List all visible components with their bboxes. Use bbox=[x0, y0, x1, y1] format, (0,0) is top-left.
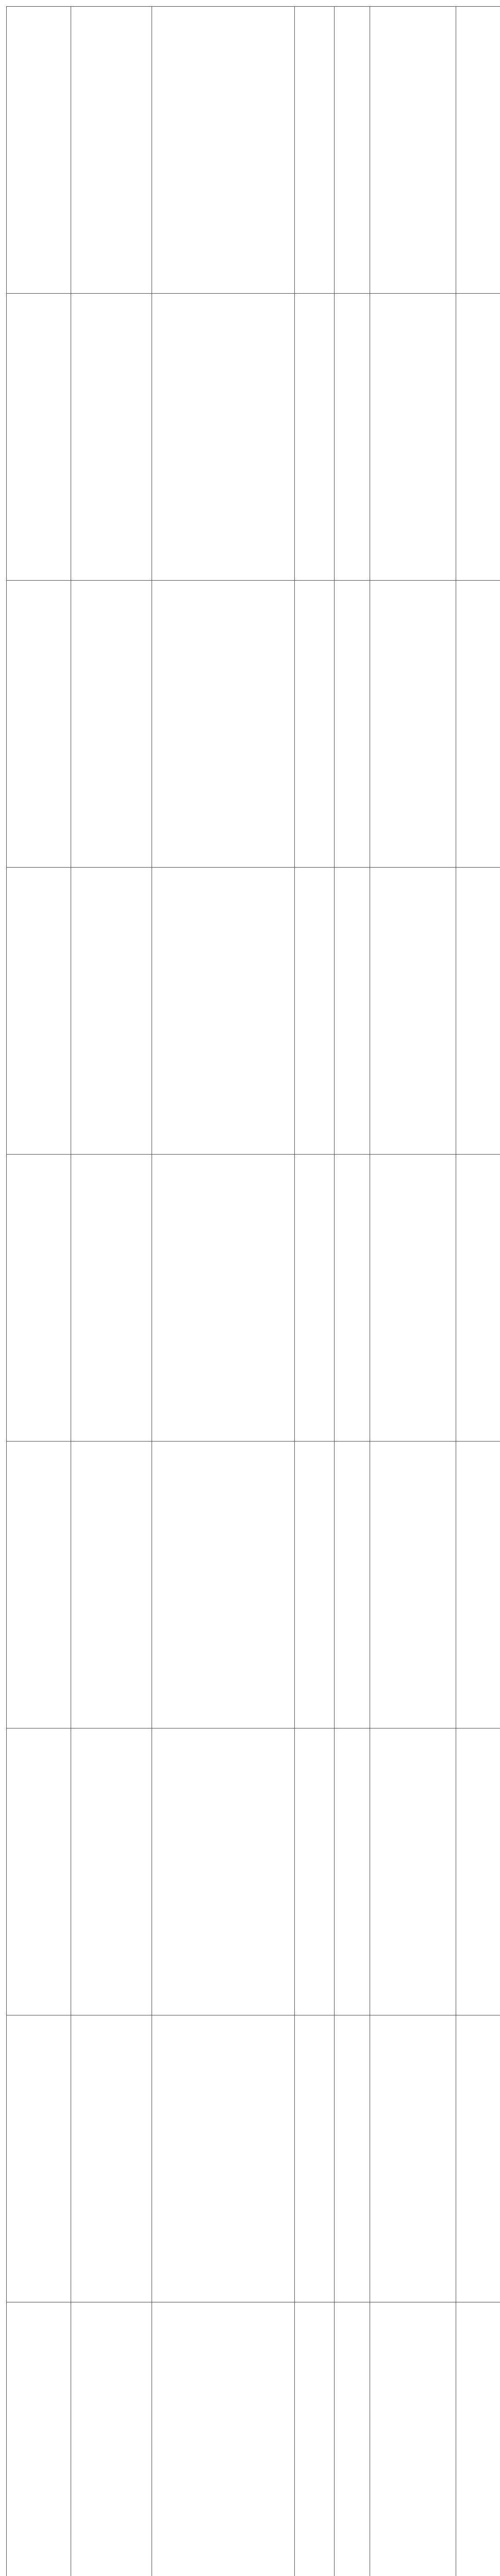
table-cell bbox=[7, 1442, 71, 1728]
table-cell bbox=[152, 581, 295, 868]
table-row bbox=[7, 868, 500, 1155]
table-cell bbox=[370, 7, 456, 294]
table-cell bbox=[7, 868, 71, 1155]
table-cell bbox=[7, 2015, 71, 2302]
table-cell bbox=[71, 581, 152, 868]
table-cell bbox=[335, 1728, 370, 2015]
table-cell bbox=[456, 581, 500, 868]
table-cell bbox=[456, 7, 500, 294]
table-cell bbox=[152, 2302, 295, 2576]
table-cell bbox=[152, 294, 295, 581]
table-cell bbox=[295, 581, 335, 868]
table-cell bbox=[7, 294, 71, 581]
table-cell bbox=[152, 7, 295, 294]
table-cell bbox=[295, 1442, 335, 1728]
table-row bbox=[7, 1728, 500, 2015]
table-cell bbox=[335, 2015, 370, 2302]
table-cell bbox=[71, 1155, 152, 1442]
table-cell bbox=[7, 1728, 71, 2015]
table-cell bbox=[456, 2015, 500, 2302]
table-cell bbox=[370, 1442, 456, 1728]
table-cell bbox=[152, 2015, 295, 2302]
table-cell bbox=[295, 2302, 335, 2576]
table-cell bbox=[370, 2015, 456, 2302]
table-cell bbox=[71, 1442, 152, 1728]
table-row bbox=[7, 2302, 500, 2576]
table-row bbox=[7, 1155, 500, 1442]
table-row bbox=[7, 7, 500, 294]
table-cell bbox=[7, 2302, 71, 2576]
table-cell bbox=[335, 868, 370, 1155]
table-cell bbox=[335, 294, 370, 581]
table-cell bbox=[71, 1728, 152, 2015]
table-cell bbox=[152, 868, 295, 1155]
table-cell bbox=[370, 868, 456, 1155]
table-cell bbox=[335, 581, 370, 868]
table-cell bbox=[370, 2302, 456, 2576]
table-cell bbox=[335, 2302, 370, 2576]
table-cell bbox=[152, 1155, 295, 1442]
table-cell bbox=[71, 2302, 152, 2576]
table-row bbox=[7, 581, 500, 868]
table-cell bbox=[71, 2015, 152, 2302]
table-cell bbox=[456, 294, 500, 581]
table-cell bbox=[335, 1155, 370, 1442]
table-row bbox=[7, 294, 500, 581]
table-cell bbox=[295, 868, 335, 1155]
table-cell bbox=[456, 1728, 500, 2015]
table-cell bbox=[335, 7, 370, 294]
table-cell bbox=[456, 1155, 500, 1442]
exam-schedule-sheet bbox=[6, 6, 494, 2576]
table-cell bbox=[152, 1728, 295, 2015]
table-cell bbox=[295, 7, 335, 294]
table-cell bbox=[7, 581, 71, 868]
table-cell bbox=[152, 1442, 295, 1728]
table-cell bbox=[370, 1155, 456, 1442]
table-cell bbox=[71, 7, 152, 294]
table-cell bbox=[456, 868, 500, 1155]
table-cell bbox=[370, 581, 456, 868]
exam-schedule-table bbox=[6, 6, 500, 2576]
table-row bbox=[7, 1442, 500, 1728]
table-cell bbox=[335, 1442, 370, 1728]
table-cell bbox=[7, 7, 71, 294]
table-cell bbox=[295, 294, 335, 581]
table-cell bbox=[295, 1155, 335, 1442]
table-cell bbox=[71, 294, 152, 581]
table-cell bbox=[71, 868, 152, 1155]
table-cell bbox=[295, 2015, 335, 2302]
table-body bbox=[7, 7, 500, 2576]
table-cell bbox=[370, 1728, 456, 2015]
table-cell bbox=[456, 1442, 500, 1728]
table-cell bbox=[456, 2302, 500, 2576]
table-row bbox=[7, 2015, 500, 2302]
table-cell bbox=[7, 1155, 71, 1442]
table-cell bbox=[295, 1728, 335, 2015]
table-cell bbox=[370, 294, 456, 581]
